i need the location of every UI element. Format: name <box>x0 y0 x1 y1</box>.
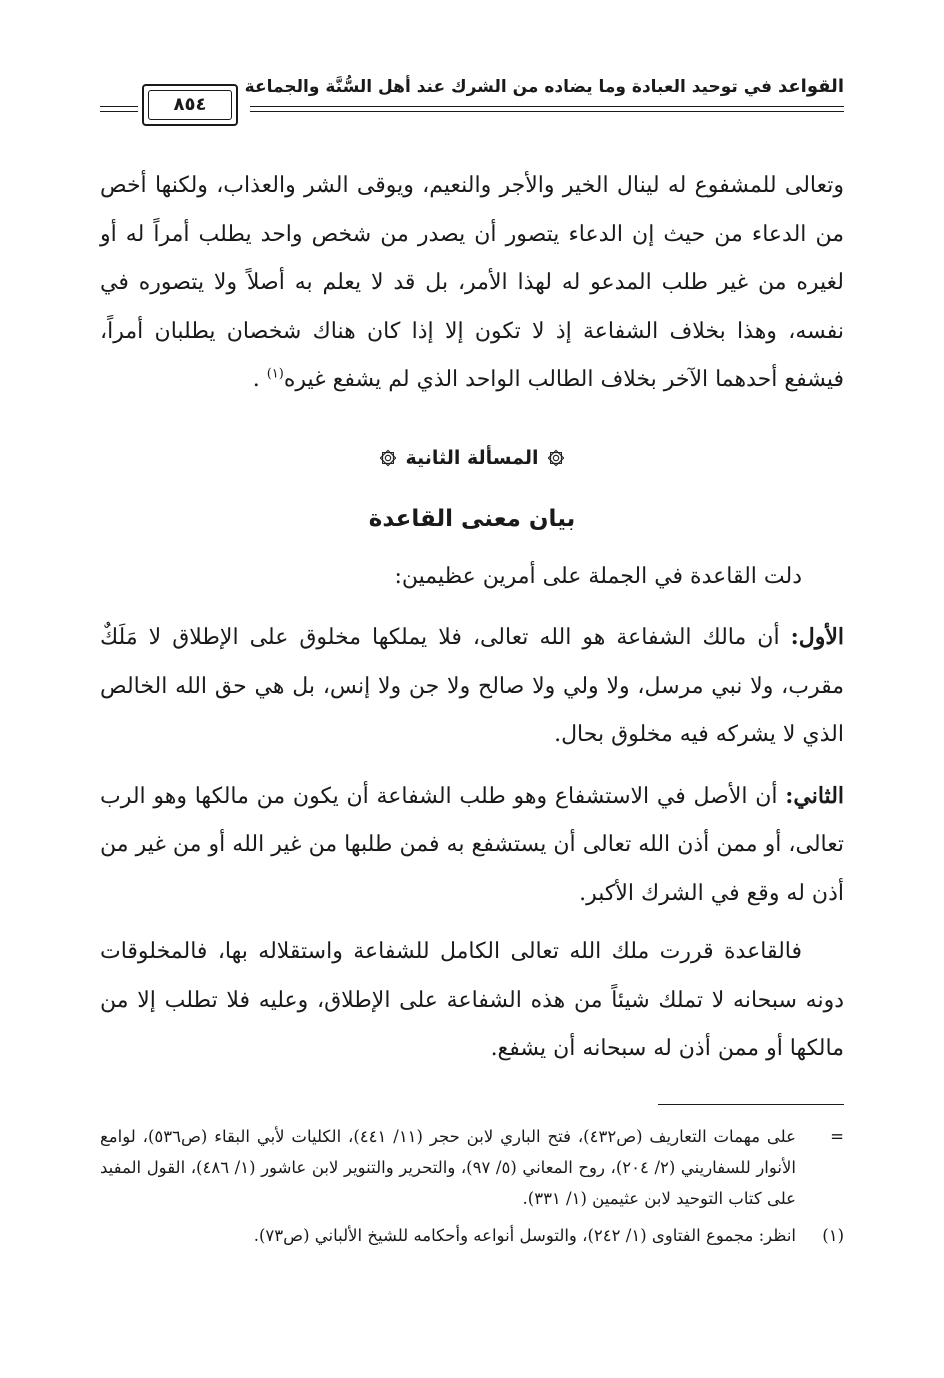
intro-text: وتعالى للمشفوع له لينال الخير والأجر والنعيم، ويوقى الشر والعذاب، ولكنها أخص من الدعاء من حيث إن الدعاء يتصور أن يصدر من شخص واحد يطلب أمراً له أو لغيره من غير طلب المدعو له لهذا الأمر، بل قد لا يعلم به أصلاً ولا يتصوره في نفسه، وهذا بخلاف الشفاعة إذ لا تكون إلا إذا كان هناك شخصان يطلبان أمراً، فيشفع أحدهما الآخر بخلاف الطالب الواحد الذي لم يشفع غيره <box>100 173 844 392</box>
header-title <box>245 76 844 97</box>
footnote-ref[interactable]: (١) <box>266 366 284 382</box>
header-rule <box>250 106 844 107</box>
point-second <box>100 772 844 919</box>
footnote-mark: (١) <box>822 1225 844 1245</box>
section-heading <box>100 443 844 473</box>
footnotes <box>100 1121 844 1251</box>
header-rule <box>250 111 844 112</box>
intro-end: . <box>252 367 260 392</box>
footnote-mark: = <box>830 1126 844 1146</box>
header-title-keyword: القواعد <box>777 76 844 97</box>
ornament-icon <box>379 449 397 467</box>
header-rule <box>100 111 138 112</box>
header-title-rest: في توحيد العبادة وما يضاده من الشرك عند أهل السُّنَّة والجماعة <box>244 77 773 97</box>
ornament-icon <box>547 449 565 467</box>
book-page <box>100 70 844 1360</box>
point-label: الثاني: <box>785 782 845 809</box>
conclusion-paragraph: فالقاعدة قررت ملك الله تعالى الكامل للشفاعة واستقلاله بها، فالمخلوقات دونه سبحانه لا تملك شيئاً من هذه الشفاعة على الإطلاق، وعليه فلا تطلب إلا من مالكها أو ممن أذن له سبحانه أن يشفع. <box>100 939 844 1061</box>
footnote-divider <box>658 1104 844 1105</box>
footnote-text: انظر: مجموع الفتاوى (١/ ٢٤٢)، والتوسل أنواعه وأحكامه للشيخ الألباني (ص٧٣). <box>253 1225 796 1245</box>
footnote-text: على مهمات التعاريف (ص٤٣٢)، فتح الباري لابن حجر (١١/ ٤٤١)، الكليات لأبي البقاء (ص٥٣٦)، لوامع الأنوار للسفاريني (٢/ ٢٠٤)، روح المعاني (٥/ ٩٧)، والتحرير والتنوير لابن عاشور (١/ ٤٨٦)، القول المفيد على كتاب التوحيد لابن عثيمين (١/ ٣٣١). <box>100 1126 796 1208</box>
running-header <box>100 70 844 126</box>
point-text: أن مالك الشفاعة هو الله تعالى، فلا يملكها مخلوق على الإطلاق لا مَلَكٌ مقرب، ولا نبي مرسل، ولا ولي ولا صالح ولا جن ولا إنس، بل هي حق الله الخالص الذي لا يشركه فيه مخلوق بحال. <box>100 625 844 747</box>
page-number-frame <box>142 84 238 126</box>
intro-paragraph <box>100 162 844 405</box>
point-first <box>100 613 844 760</box>
footnote-item <box>100 1121 844 1214</box>
point-text: أن الأصل في الاستشفاع وهو طلب الشفاعة أن يكون من مالكها وهو الرب تعالى، أو ممن أذن الله تعالى أن يستشفع به فمن طلبها من غير الله أو من غير من أذن له وقع في الشرك الأكبر. <box>100 783 844 906</box>
lead-sentence: دلت القاعدة في الجملة على أمرين عظيمين: <box>394 563 802 589</box>
section-heading-text: المسألة الثانية <box>405 446 539 469</box>
header-rule <box>100 106 138 107</box>
point-label: الأول: <box>790 624 844 650</box>
section-subtitle: بيان معنى القاعدة <box>368 505 576 532</box>
page-number: ٨٥٤ <box>173 94 207 115</box>
footnote-item <box>100 1220 844 1251</box>
